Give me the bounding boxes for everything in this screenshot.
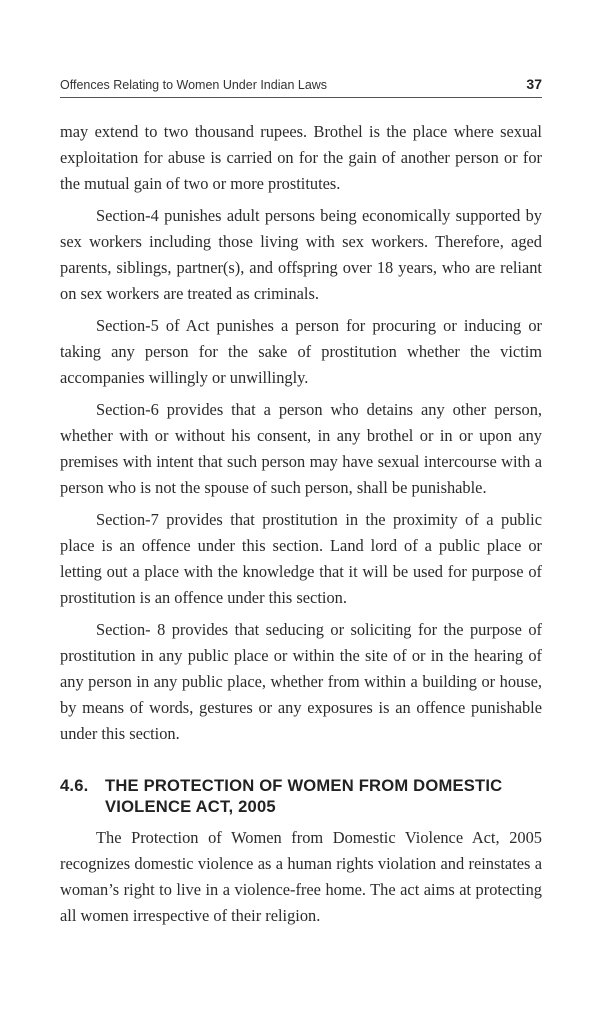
page-number: 37 [526, 76, 542, 92]
paragraph-section-4: Section-4 punishes adult persons being economically supported by sex workers including those living with sex workers. Therefore, aged parents, siblings, partner(s), and offspring over 18 years, who are reliant on sex workers are treated as criminals. [60, 206, 542, 303]
paragraph-section-6: Section-6 provides that a person who detains any other person, whether with or without his consent, in any brothel or in or upon any premises with intent that such person may have sexual intercourse with a person who is not the spouse of such person, shall be punishable. [60, 400, 542, 497]
running-title: Offences Relating to Women Under Indian Laws [60, 78, 328, 92]
header-rule [60, 97, 542, 98]
section-heading [60, 775, 542, 817]
paragraph-dv-act-intro: The Protection of Women from Domestic Violence Act, 2005 recognizes domestic violence as a human rights violation and reinstates a woman’s right to live in a violence-free home. The act aims at protecting all women irrespective of their religion. [60, 828, 542, 925]
running-header [60, 76, 542, 92]
body-text [60, 119, 542, 935]
paragraph-section-5: Section-5 of Act punishes a person for procuring or inducing or taking any person for the sake of prostitution whether the victim accompanies willingly or unwillingly. [60, 316, 542, 387]
paragraph-section-8: Section- 8 provides that seducing or soliciting for the purpose of prostitution in any public place or within the site of or in the hearing of any person in any public place, whether from within a building or house, by means of words, gestures or any exposures is an offence punishable under this section. [60, 620, 542, 743]
section-number: 4.6. [60, 776, 89, 795]
paragraph-section-7: Section-7 provides that prostitution in the proximity of a public place is an offence under this section. Land lord of a public place or letting out a place with the knowledge that it will be used for purpose of prostitution is an offence under this section. [60, 510, 542, 607]
paragraph-continuation: may extend to two thousand rupees. Brothel is the place where sexual exploitation for abuse is carried on for the gain of another person or for the mutual gain of two or more prostitutes. [60, 122, 542, 193]
section-title: THE PROTECTION OF WOMEN FROM DOMESTIC VIOLENCE ACT, 2005 [105, 776, 503, 816]
